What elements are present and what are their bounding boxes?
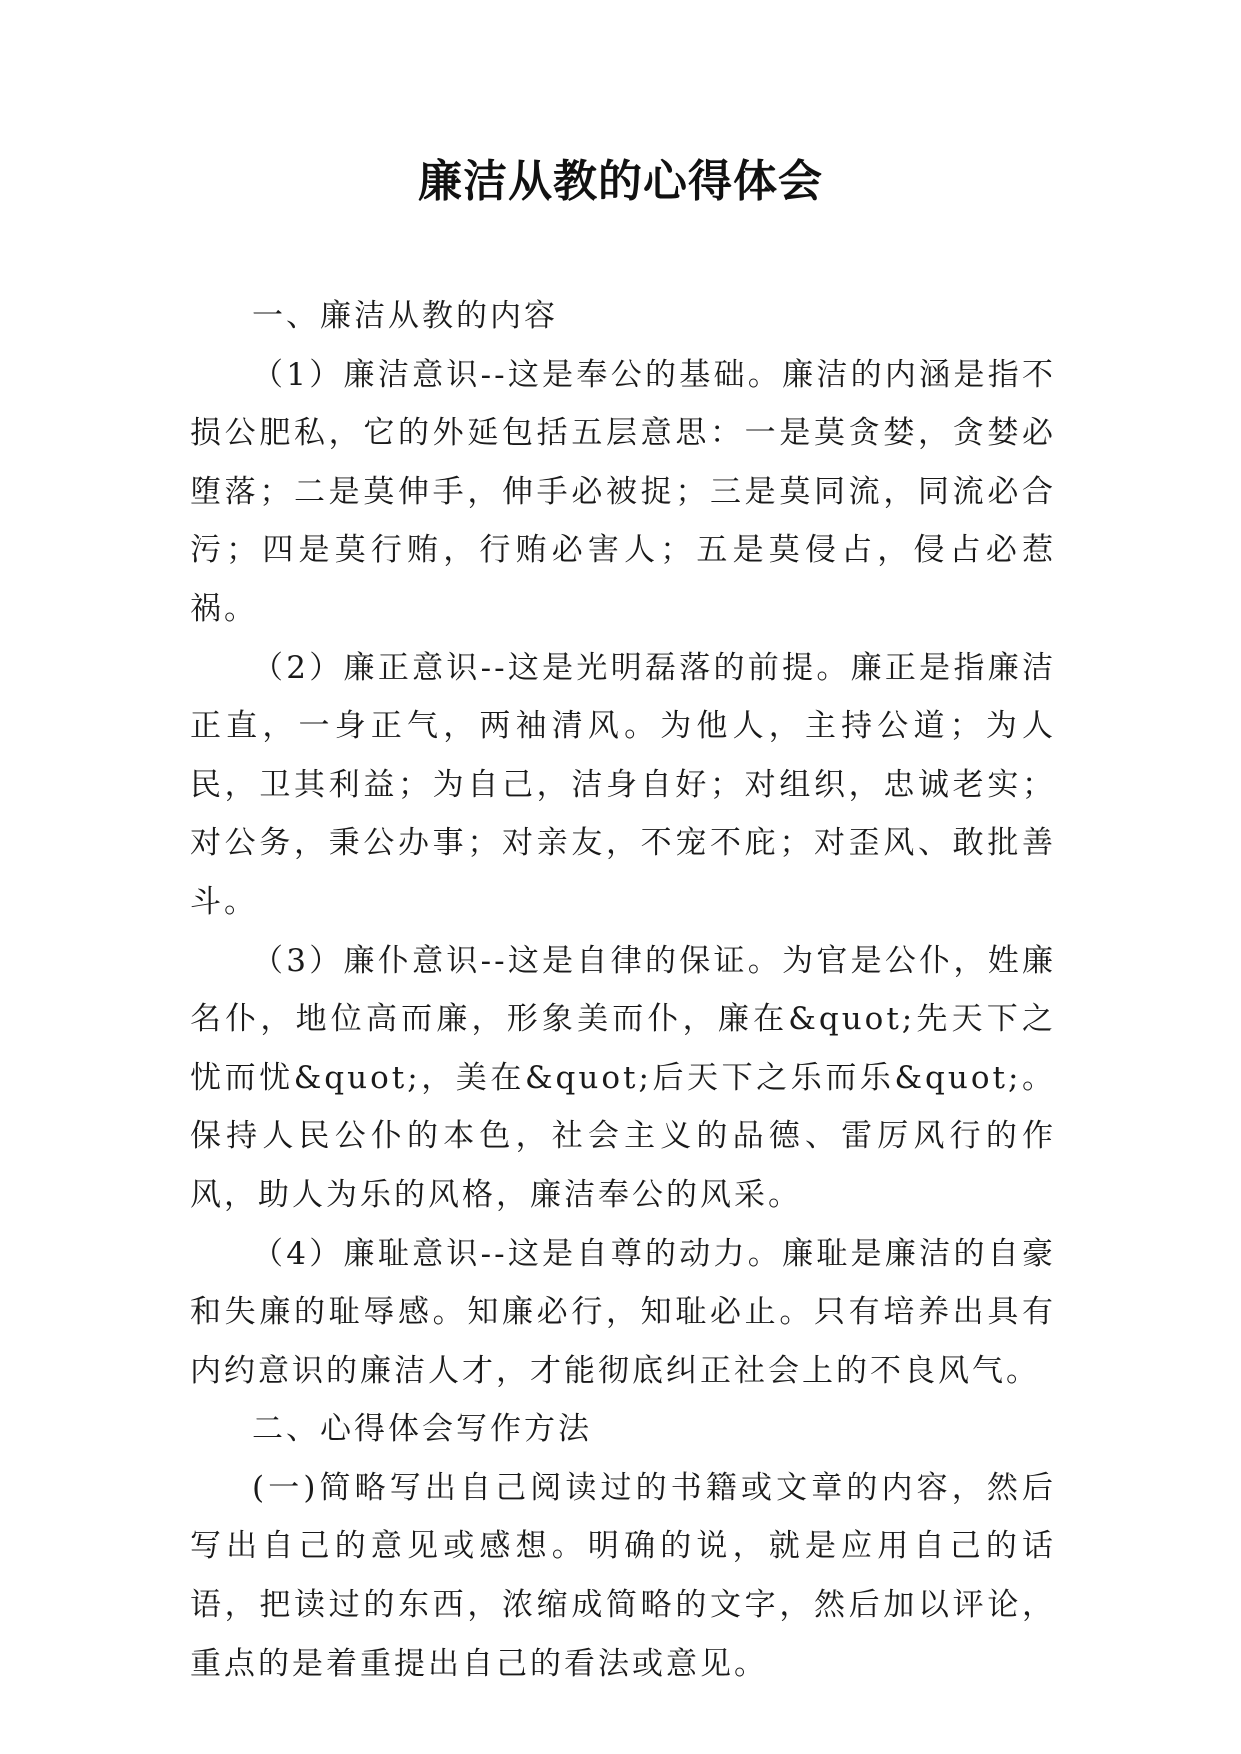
- paragraph-3: （3）廉仆意识--这是自律的保证。为官是公仆，姓廉名仆，地位高而廉，形象美而仆，廉在&quot;先天下之忧而忧&quot;，美在&quot;后天下之乐而乐&quot;。保持人民公仆的本色，社会主义的品德、雷厉风行的作风，助人为乐的风格，廉洁奉公的风采。: [190, 942, 1056, 1213]
- paragraph-1: （1）廉洁意识--这是奉公的基础。廉洁的内涵是指不损公肥私，它的外延包括五层意思：一是莫贪婪，贪婪必堕落；二是莫伸手，伸手必被捉；三是莫同流，同流必合污；四是莫行贿，行贿必害人；五是莫侵占，侵占必惹祸。: [190, 356, 1056, 627]
- document-body: [190, 287, 1056, 1693]
- section-heading-2: 二、心得体会写作方法: [252, 1411, 592, 1448]
- paragraph-4: （4）廉耻意识--这是自尊的动力。廉耻是廉洁的自豪和失廉的耻辱感。知廉必行，知耻必止。只有培养出具有内约意识的廉洁人才，才能彻底纠正社会上的不良风气。: [190, 1235, 1056, 1389]
- paragraph-5: (一)简略写出自己阅读过的书籍或文章的内容，然后写出自己的意见或感想。明确的说，就是应用自己的话语，把读过的东西，浓缩成简略的文字，然后加以评论，重点的是着重提出自己的看法或意见。: [190, 1469, 1056, 1682]
- document-title: 廉洁从教的心得体会: [418, 156, 823, 207]
- paragraph-2: （2）廉正意识--这是光明磊落的前提。廉正是指廉洁正直，一身正气，两袖清风。为他人，主持公道；为人民，卫其利益；为自己，洁身自好；对组织，忠诚老实；对公务，秉公办事；对亲友，不宠不庇；对歪风、敢批善斗。: [190, 649, 1056, 920]
- section-heading-1: 一、廉洁从教的内容: [252, 298, 558, 334]
